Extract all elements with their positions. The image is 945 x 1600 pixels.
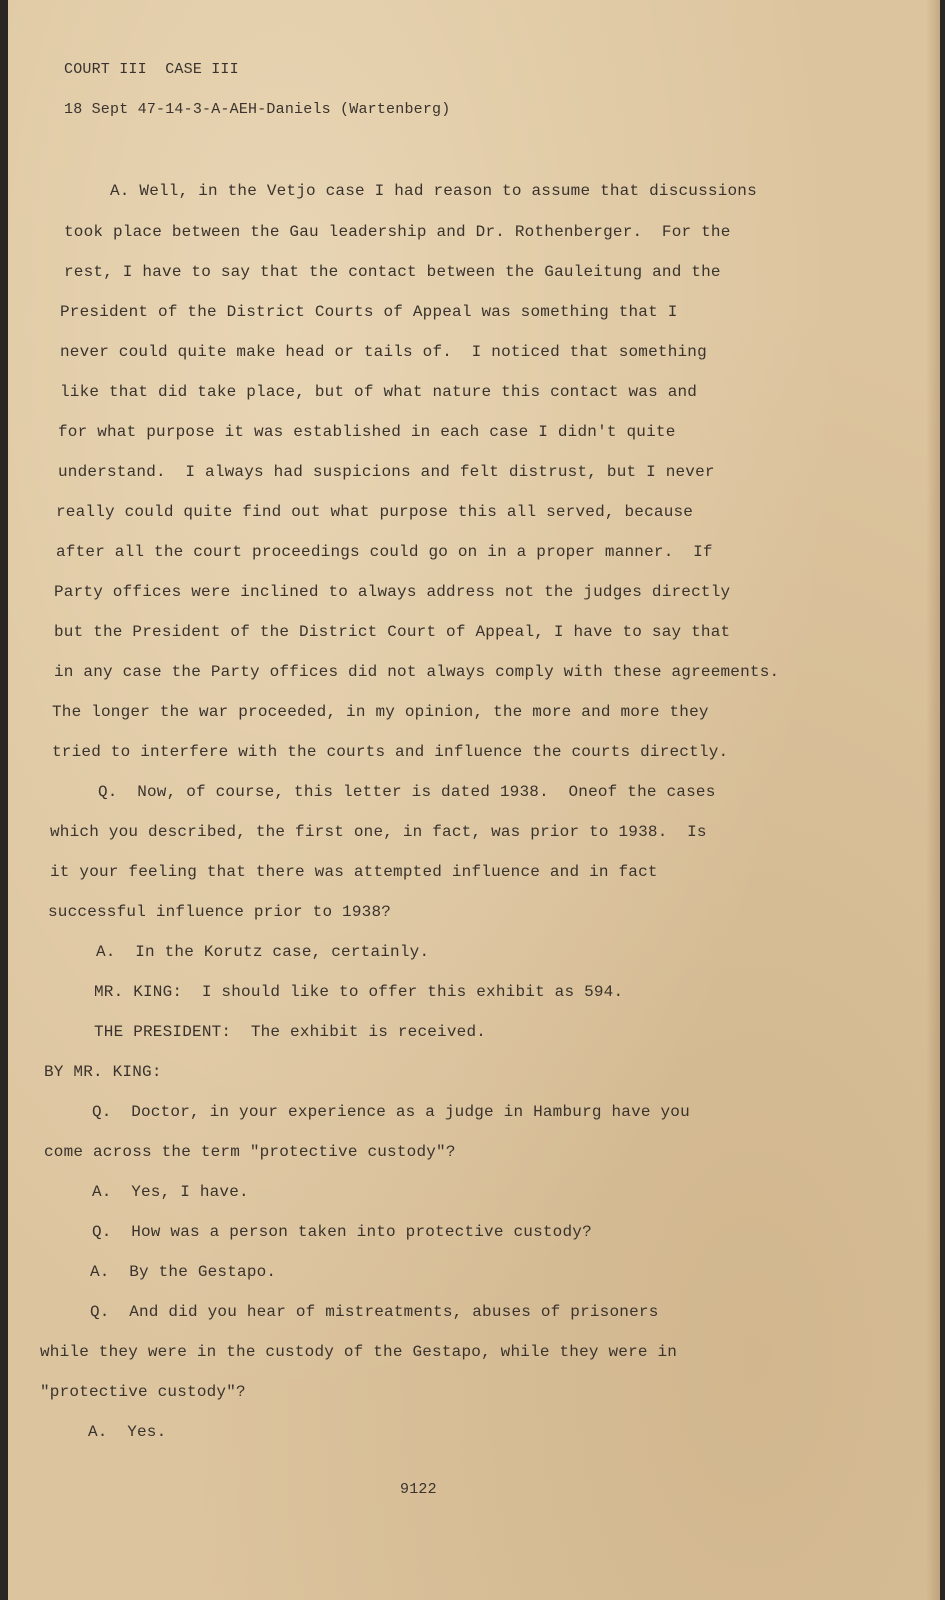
text-line: never could quite make head or tails of. I noticed that something	[60, 343, 707, 361]
text-line: come across the term "protective custody"?	[44, 1143, 456, 1161]
text-line: A. By the Gestapo.	[90, 1263, 277, 1281]
text-line: A. Well, in the Vetjo case I had reason to assume that discussions	[110, 182, 757, 200]
text-line: while they were in the custody of the Gestapo, while they were in	[40, 1343, 678, 1361]
page-number: 9122	[400, 1481, 437, 1498]
text-line: A. Yes.	[88, 1423, 167, 1441]
court-case-header: COURT III CASE III	[64, 61, 239, 78]
text-line: MR. KING: I should like to offer this exhibit as 594.	[94, 983, 624, 1001]
text-line: Party offices were inclined to always address not the judges directly	[54, 583, 731, 601]
text-line: took place between the Gau leadership and Dr. Rothenberger. For the	[64, 223, 731, 241]
text-line: Q. How was a person taken into protective custody?	[92, 1223, 592, 1241]
text-line: which you described, the first one, in fact, was prior to 1938. Is	[50, 823, 707, 841]
text-line: The longer the war proceeded, in my opinion, the more and more they	[52, 703, 709, 721]
text-line: President of the District Courts of Appeal was something that I	[60, 303, 678, 321]
text-line: A. In the Korutz case, certainly.	[96, 943, 430, 961]
text-line: Q. And did you hear of mistreatments, abuses of prisoners	[90, 1303, 659, 1321]
text-line: in any case the Party offices did not always comply with these agreements.	[54, 663, 780, 681]
session-header: 18 Sept 47-14-3-A-AEH-Daniels (Wartenberg)	[64, 101, 451, 118]
text-line: after all the court proceedings could go on in a proper manner. If	[56, 543, 713, 561]
text-line: understand. I always had suspicions and felt distrust, but I never	[58, 463, 715, 481]
text-line: it your feeling that there was attempted influence and in fact	[50, 863, 658, 881]
text-line: Q. Doctor, in your experience as a judge in Hamburg have you	[92, 1103, 690, 1121]
text-line: but the President of the District Court of Appeal, I have to say that	[54, 623, 731, 641]
text-line: Q. Now, of course, this letter is dated 1938. Oneof the cases	[98, 783, 716, 801]
text-line: rest, I have to say that the contact between the Gauleitung and the	[64, 263, 721, 281]
text-line: really could quite find out what purpose this all served, because	[56, 503, 694, 521]
text-line: THE PRESIDENT: The exhibit is received.	[94, 1023, 487, 1041]
text-line: "protective custody"?	[40, 1383, 246, 1401]
text-line: tried to interfere with the courts and influence the courts directly.	[52, 743, 729, 761]
document-page	[8, 0, 940, 1600]
text-line: A. Yes, I have.	[92, 1183, 249, 1201]
text-line: like that did take place, but of what nature this contact was and	[60, 383, 698, 401]
text-line: BY MR. KING:	[44, 1063, 162, 1081]
text-line: for what purpose it was established in each case I didn't quite	[58, 423, 676, 441]
text-line: successful influence prior to 1938?	[48, 903, 392, 921]
